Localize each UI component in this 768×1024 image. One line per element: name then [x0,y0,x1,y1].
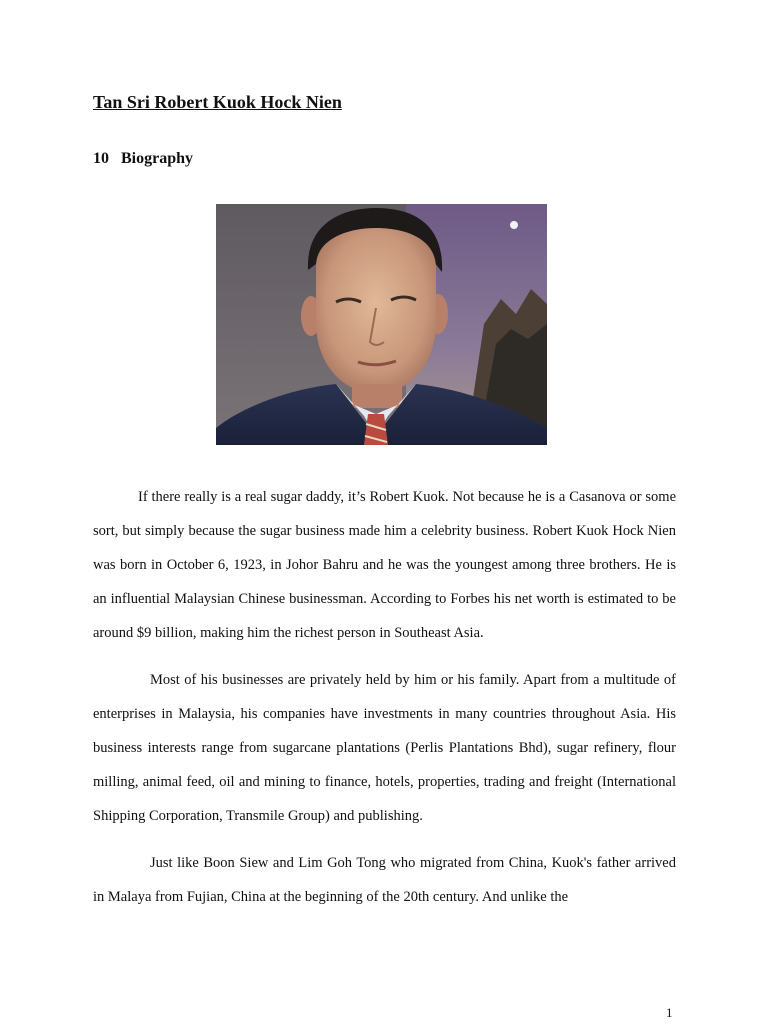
body-text [93,480,676,927]
section-heading [93,150,193,168]
paragraph-3: Just like Boon Siew and Lim Goh Tong who migrated from China, Kuok's father arrived in Malaya from Fujian, China at the beginning of the 20th century. And unlike the [93,855,676,905]
portrait-photo-icon [216,204,547,445]
document-title: Tan Sri Robert Kuok Hock Nien [93,92,342,112]
section-title: Biography [121,150,194,167]
section-number: 10 [93,150,109,167]
paragraph-1: If there really is a real sugar daddy, it’s Robert Kuok. Not because he is a Casanova or some sort, but simply because the sugar business made him a celebrity business. Robert Kuok Hock Nien was born in October 6, 1923, in Johor Bahru and he was the youngest among three brothers. He is an influential Malaysian Chinese businessman. According to Forbes his net worth is estimated to be around $9 billion, making him the richest person in Southeast Asia. [93,489,676,641]
portrait-photo [216,204,547,445]
page-number: 1 [666,1005,673,1020]
paragraph-2: Most of his businesses are privately held by him or his family. Apart from a multitude of enterprises in Malaysia, his companies have investments in many countries throughout Asia. His business interests range from sugarcane plantations (Perlis Plantations Bhd), sugar refinery, flour milling, animal feed, oil and mining to finance, hotels, properties, trading and freight (International Shipping Corporation, Transmile Group) and publishing. [93,672,676,824]
